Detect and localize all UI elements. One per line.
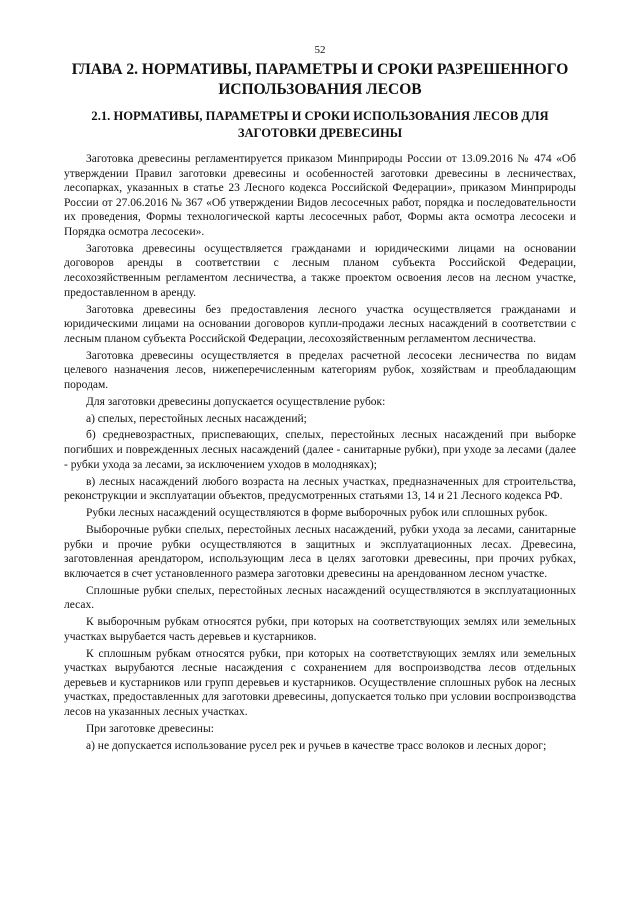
paragraph: Сплошные рубки спелых, перестойных лесных насаждений осуществляются в эксплуатационных лесах. bbox=[64, 584, 576, 612]
paragraph: Выборочные рубки спелых, перестойных лесных насаждений, рубки ухода за лесами, санитарные рубки и прочие рубки осуществляются в защитных и эксплуатационных лесах. Древесина, заготовленная арендатором, использующим леса в целях заготовки древесины, при прочих рубках, включается в счет установленного размера заготовки древесины на арендованном лесном участке. bbox=[64, 523, 576, 580]
paragraph: Заготовка древесины регламентируется приказом Минприроды России от 13.09.2016 № 474 «Об утверждении Правил заготовки древесины и особенностей заготовки древесины в лесничествах, лесопарках, указанных в статье 23 Лесного кодекса Российской Федерации», приказом Минприроды России от 27.06.2016 № 367 «Об утверждении Видов лесосечных работ, порядка и последовательности их проведения, Формы технологической карты лесосечных работ, Формы акта осмотра лесосеки и Порядка осмотра лесосеки». bbox=[64, 153, 576, 238]
paragraph: К выборочным рубкам относятся рубки, при которых на соответствующих землях или земельных участках вырубается часть деревьев и кустарников. bbox=[64, 616, 576, 643]
section-title: 2.1. НОРМАТИВЫ, ПАРАМЕТРЫ И СРОКИ ИСПОЛЬЗОВАНИЯ ЛЕСОВ ДЛЯ ЗАГОТОВКИ ДРЕВЕСИНЫ bbox=[91, 109, 549, 140]
paragraph: Заготовка древесины без предоставления лесного участка осуществляется гражданами и юридическими лицами на основании договоров купли-продажи лесных насаждений в соответствии с лесным планом субъекта Российской Федерации, лесохозяйственным регламентом лесничества. bbox=[64, 303, 576, 345]
list-item: а) спелых, перестойных лесных насаждений; bbox=[86, 412, 307, 425]
list-item: б) средневозрастных, приспевающих, спелых, перестойных лесных насаждений при выборке погибших и поврежденных лесных насаждений (далее - санитарные рубки), при уходе за лесами (далее - рубки ухода за лесами, за исключением уходов в молодняках); bbox=[64, 429, 576, 471]
paragraph: Рубки лесных насаждений осуществляются в форме выборочных рубок или сплошных рубок. bbox=[86, 507, 548, 520]
paragraph: К сплошным рубкам относятся рубки, при которых на соответствующих землях или земельных участках вырубаются лесные насаждения с сохранением для воспроизводства лесов отдельных деревьев и кустарников или групп деревьев и кустарников. Осуществление сплошных рубок на лесных участках, предоставленных для заготовки древесины, допускается только при условии воспроизводства лесов на указанных лесных участках. bbox=[64, 647, 576, 718]
list-item: в) лесных насаждений любого возраста на лесных участках, предназначенных для строительства, реконструкции и эксплуатации объектов, предусмотренных статьями 13, 14 и 21 Лесного кодекса РФ. bbox=[64, 475, 576, 503]
chapter-title: ГЛАВА 2. НОРМАТИВЫ, ПАРАМЕТРЫ И СРОКИ РАЗРЕШЕННОГО ИСПОЛЬЗОВАНИЯ ЛЕСОВ bbox=[71, 61, 569, 98]
paragraph: При заготовке древесины: bbox=[86, 722, 214, 735]
paragraph: Заготовка древесины осуществляется гражданами и юридическими лицами на основании договоров аренды в соответствии с лесным планом субъекта Российской Федерации, лесохозяйственным регламентом лесничества, а также проектом освоения лесов на лесном участке, предоставленном в аренду. bbox=[64, 242, 576, 299]
body-text bbox=[64, 152, 576, 756]
paragraph: Для заготовки древесины допускается осуществление рубок: bbox=[86, 395, 386, 408]
paragraph: Заготовка древесины осуществляется в пределах расчетной лесосеки лесничества по видам целевого назначения лесов, нижеперечисленным категориям рубок, хозяйствам и преобладающим породам. bbox=[64, 349, 576, 391]
list-item: а) не допускается использование русел рек и ручьев в качестве трасс волоков и лесных дорог; bbox=[86, 739, 547, 752]
page-number: 52 bbox=[314, 44, 326, 56]
